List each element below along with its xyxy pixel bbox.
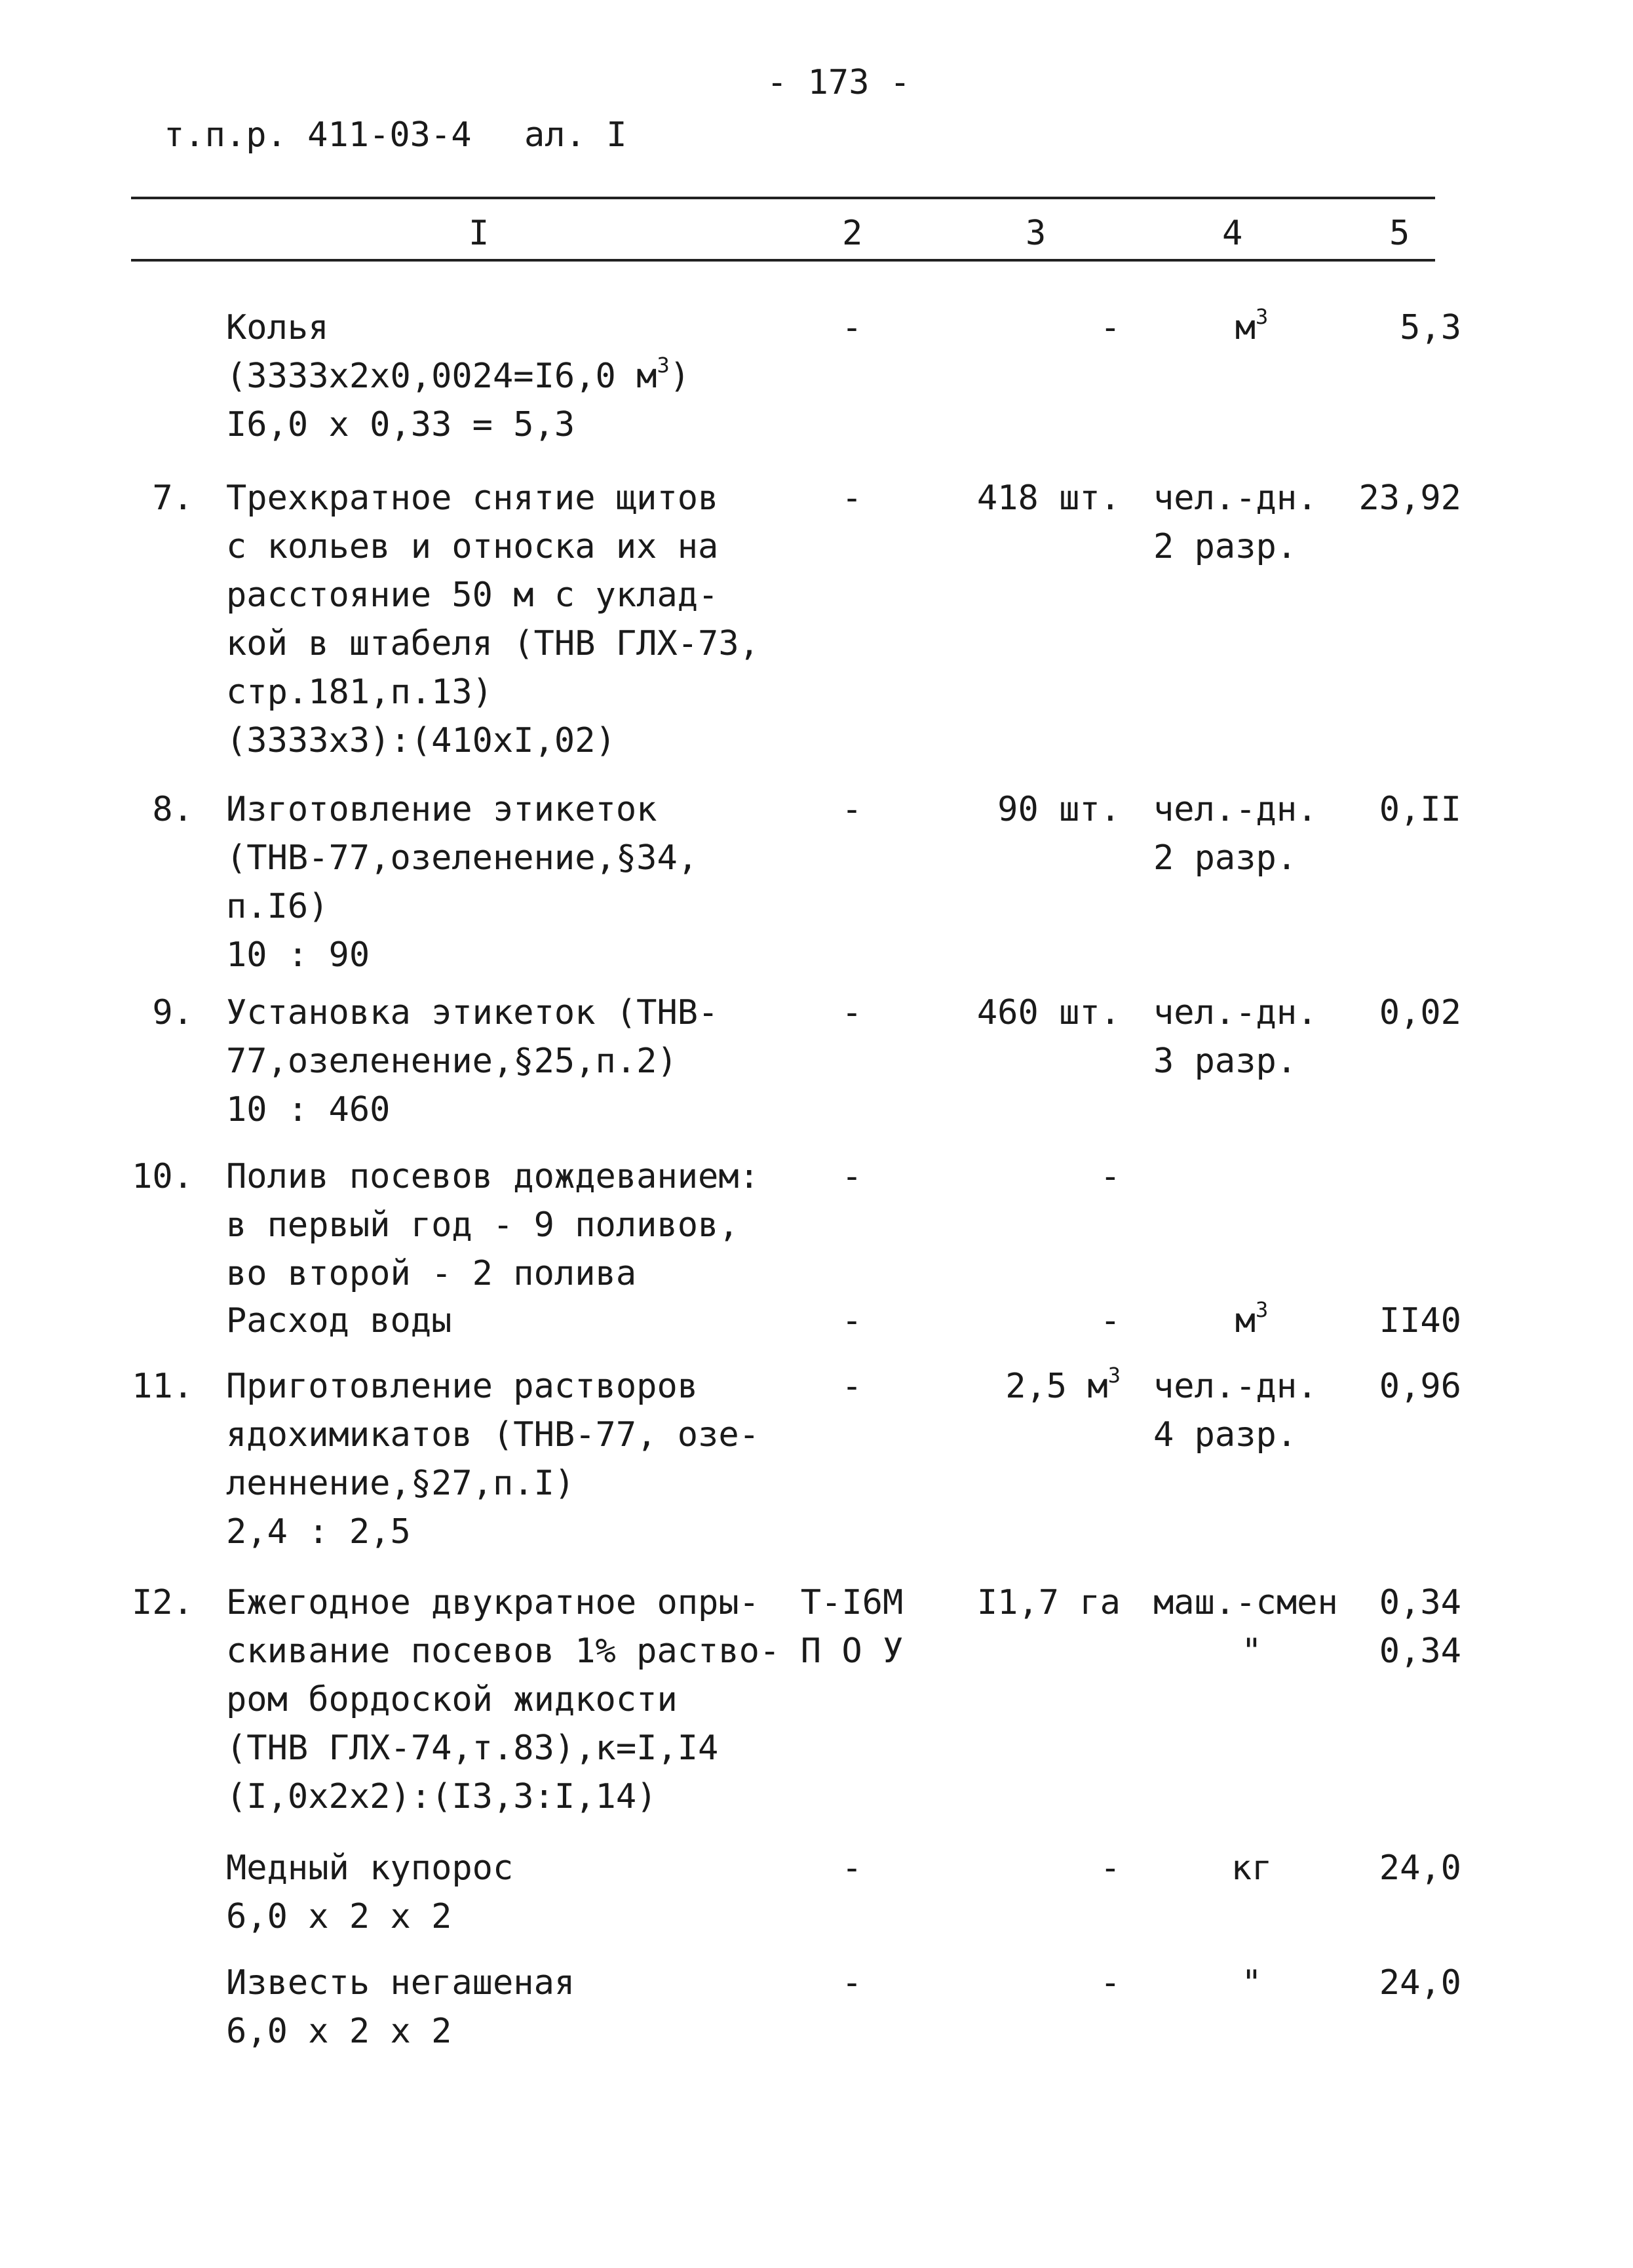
- item-description-line: Полив посевов дождеванием:: [226, 1157, 759, 1196]
- unit-cell: [1153, 304, 1350, 357]
- unit-cell-line: ": [1241, 1632, 1262, 1671]
- item-description-line: 2,4 : 2,5: [226, 1512, 411, 1552]
- unit-cell-line: 4 разр.: [1153, 1415, 1297, 1455]
- item-description: [226, 993, 718, 1139]
- quantity-cell-line: 0,02: [1379, 993, 1461, 1032]
- machine-cell: [796, 1301, 908, 1350]
- volume-cell: [914, 1301, 1121, 1350]
- item-description: [226, 790, 698, 984]
- unit-cell-line: чел.-дн.: [1153, 479, 1318, 518]
- unit-cell: [1153, 1297, 1350, 1350]
- unit-cell-line: ": [1241, 1963, 1262, 2003]
- volume-cell-line: -: [1100, 308, 1121, 347]
- unit-cell: [1153, 1848, 1350, 1897]
- quantity-cell: [1343, 1848, 1461, 1897]
- machine-cell-line: Т-I6М: [800, 1583, 904, 1622]
- sheet-label: ал. I: [524, 115, 627, 155]
- unit-cell-line: чел.-дн.: [1153, 790, 1318, 829]
- item-description-line: п.I6): [226, 887, 329, 926]
- unit-cell-line: 2 разр.: [1153, 527, 1297, 566]
- item-description-line: 10 : 90: [226, 935, 370, 975]
- item-description: [226, 479, 759, 770]
- table-top-rule: [131, 197, 1435, 199]
- volume-cell: [914, 1583, 1121, 1632]
- column-header-4: 4: [1222, 214, 1243, 253]
- quantity-cell-line: 0,34: [1379, 1632, 1461, 1671]
- volume-cell: [914, 1848, 1121, 1897]
- column-header-3: 3: [1026, 214, 1047, 253]
- document-reference: т.п.р. 411-03-4: [164, 115, 472, 155]
- item-description: [226, 1583, 780, 1826]
- item-description-line: с кольев и относка их на: [226, 527, 719, 566]
- column-header-2: 2: [842, 214, 863, 253]
- item-description-line: (3333x2x0,0024=I6,0 $м^3$): [226, 353, 691, 396]
- machine-cell: [796, 1848, 908, 1897]
- unit-cell-line: чел.-дн.: [1153, 1367, 1318, 1406]
- machine-cell: [796, 1367, 908, 1415]
- quantity-cell-line: 23,92: [1358, 479, 1461, 518]
- item-description: [226, 1963, 575, 2060]
- row-number: 9.: [152, 993, 193, 1032]
- item-description-line: 6,0 x 2 x 2: [226, 1897, 452, 1936]
- machine-cell: [796, 479, 908, 527]
- volume-cell-line: -: [1100, 1157, 1121, 1196]
- volume-cell-line: -: [1100, 1963, 1121, 2003]
- item-description-line: Ежегодное двукратное опры-: [226, 1583, 759, 1622]
- unit-cell-line: кг: [1231, 1848, 1273, 1888]
- item-description-line: Расход воды: [226, 1301, 452, 1340]
- unit-cell-line: $м^3$: [1235, 1297, 1269, 1340]
- machine-cell-line: -: [841, 479, 862, 518]
- quantity-cell-line: 24,0: [1379, 1848, 1461, 1888]
- quantity-cell: [1343, 308, 1461, 357]
- volume-cell: [914, 1157, 1121, 1205]
- quantity-cell-line: 0,II: [1379, 790, 1461, 829]
- machine-cell: [796, 993, 908, 1042]
- machine-cell: [796, 1157, 908, 1205]
- volume-cell: [914, 308, 1121, 357]
- machine-cell: [796, 1583, 908, 1680]
- machine-cell-line: -: [841, 308, 862, 347]
- volume-cell-line: 418 шт.: [976, 479, 1121, 518]
- quantity-cell-line: II40: [1379, 1301, 1461, 1340]
- item-description: [226, 1301, 451, 1350]
- volume-cell-line: -: [1100, 1301, 1121, 1340]
- item-description-line: ром бордоской жидкости: [226, 1680, 678, 1719]
- item-description-line: Трехкратное снятие щитов: [226, 479, 719, 518]
- unit-cell-line: $м^3$: [1235, 304, 1269, 347]
- page-number: - 173 -: [767, 63, 911, 102]
- volume-cell: [914, 790, 1121, 838]
- item-description-line: (I,0x2x2):(I3,3:I,14): [226, 1777, 657, 1816]
- unit-cell-line: маш.-смен: [1153, 1583, 1338, 1622]
- unit-cell-line: 3 разр.: [1153, 1042, 1297, 1081]
- machine-cell-line: -: [841, 993, 862, 1032]
- item-description: [226, 1848, 513, 1945]
- item-description-line: Изготовление этикеток: [226, 790, 657, 829]
- quantity-cell-line: 0,96: [1379, 1367, 1461, 1406]
- machine-cell-line: -: [841, 790, 862, 829]
- item-description: [226, 1157, 759, 1302]
- item-description-line: кой в штабеля (ТНВ ГЛХ-73,: [226, 624, 759, 663]
- item-description-line: ядохимикатов (ТНВ-77, озе-: [226, 1415, 759, 1455]
- quantity-cell-line: [1343, 1157, 1461, 1205]
- volume-cell-line: -: [1100, 1848, 1121, 1888]
- item-description: [226, 308, 690, 454]
- machine-cell: [796, 790, 908, 838]
- row-number: 11.: [132, 1367, 193, 1406]
- volume-cell: [914, 479, 1121, 527]
- unit-cell: [1153, 993, 1350, 1090]
- machine-cell-line: -: [841, 1963, 862, 2003]
- item-description-line: во второй - 2 полива: [226, 1254, 637, 1293]
- item-description-line: (3333x3):(410xI,02): [226, 721, 616, 760]
- row-number: 8.: [152, 790, 193, 829]
- machine-cell-line: -: [841, 1848, 862, 1888]
- quantity-cell-line: 24,0: [1379, 1963, 1461, 2003]
- item-description-line: Установка этикеток (ТНВ-: [226, 993, 719, 1032]
- item-description-line: в первый год - 9 поливов,: [226, 1205, 739, 1245]
- volume-cell-line: I1,7 га: [976, 1583, 1121, 1622]
- item-description-line: 77,озеленение,§25,п.2): [226, 1042, 678, 1081]
- item-description-line: скивание посевов 1% раство-: [226, 1632, 780, 1671]
- volume-cell: [914, 993, 1121, 1042]
- column-header-1: I: [469, 214, 490, 253]
- column-header-5: 5: [1389, 214, 1410, 253]
- row-number: 7.: [152, 479, 193, 518]
- volume-cell: [914, 1963, 1121, 2012]
- item-description-line: 6,0 x 2 x 2: [226, 2012, 452, 2051]
- table-header-rule: [131, 259, 1435, 262]
- item-description-line: Приготовление растворов: [226, 1367, 699, 1406]
- unit-cell: [1153, 1963, 1350, 2012]
- item-description: [226, 1367, 759, 1561]
- item-description-line: стр.181,п.13): [226, 673, 493, 712]
- unit-cell: [1153, 1367, 1350, 1464]
- row-number: I2.: [132, 1583, 193, 1622]
- item-description-line: Известь негашеная: [226, 1963, 575, 2003]
- item-description-line: расстояние 50 м с уклад-: [226, 576, 719, 615]
- quantity-cell-line: 5,3: [1400, 308, 1461, 347]
- volume-cell-line: 460 шт.: [976, 993, 1121, 1032]
- volume-cell: [914, 1363, 1121, 1415]
- machine-cell-line: -: [841, 1367, 862, 1406]
- unit-cell: [1153, 1157, 1350, 1205]
- quantity-cell: [1343, 1157, 1461, 1205]
- quantity-cell: [1343, 1963, 1461, 2012]
- machine-cell: [796, 308, 908, 357]
- machine-cell-line: -: [841, 1301, 862, 1340]
- machine-cell-line: П О У: [800, 1632, 904, 1671]
- unit-cell-line: чел.-дн.: [1153, 993, 1318, 1032]
- unit-cell: [1153, 479, 1350, 576]
- unit-cell: [1153, 1583, 1350, 1680]
- item-description-line: Медный купорос: [226, 1848, 514, 1888]
- item-description-line: 10 : 460: [226, 1090, 391, 1129]
- quantity-cell: [1343, 1583, 1461, 1680]
- quantity-cell-line: 0,34: [1379, 1583, 1461, 1622]
- quantity-cell: [1343, 790, 1461, 838]
- unit-cell-line: 2 разр.: [1153, 838, 1297, 878]
- quantity-cell: [1343, 993, 1461, 1042]
- quantity-cell: [1343, 1301, 1461, 1350]
- item-description-line: (ТНВ-77,озеленение,§34,: [226, 838, 699, 878]
- quantity-cell: [1343, 479, 1461, 527]
- unit-cell: [1153, 790, 1350, 887]
- item-description-line: I6,0 x 0,33 = 5,3: [226, 405, 575, 444]
- unit-cell-line: [1153, 1157, 1350, 1205]
- item-description-line: леннение,§27,п.I): [226, 1464, 575, 1503]
- quantity-cell: [1343, 1367, 1461, 1415]
- volume-cell-line: 90 шт.: [997, 790, 1121, 829]
- row-number: 10.: [132, 1157, 193, 1196]
- item-description-line: (ТНВ ГЛХ-74,т.83),к=I,I4: [226, 1729, 719, 1768]
- machine-cell: [796, 1963, 908, 2012]
- item-description-line: Колья: [226, 308, 329, 347]
- machine-cell-line: -: [841, 1157, 862, 1196]
- volume-cell-line: 2,5 $м^3$: [1005, 1363, 1121, 1406]
